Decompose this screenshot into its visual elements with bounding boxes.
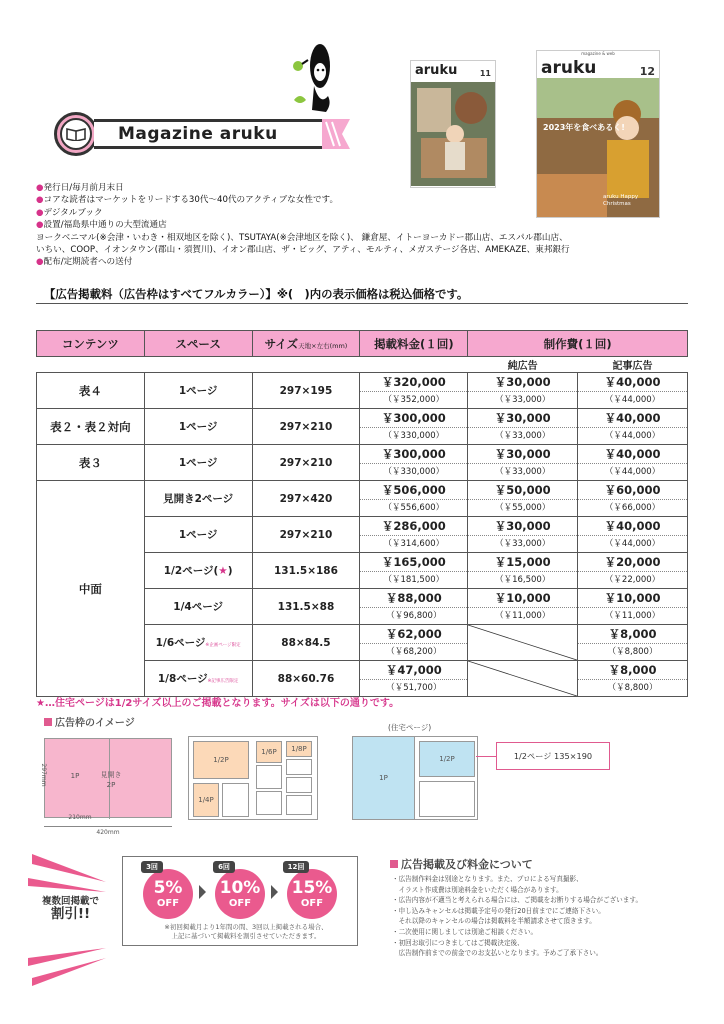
half-page-callout: 1/2ページ 135×190: [496, 742, 610, 770]
row-article: ￥20,000 （￥22,000）: [578, 553, 688, 589]
row-fee: ￥62,000 （￥68,200）: [360, 625, 468, 661]
row-size: 297×210: [252, 409, 360, 445]
row-article: ￥8,000 （￥8,800）: [578, 661, 688, 697]
title-circle: [54, 112, 98, 156]
table-subheader-row: [37, 357, 688, 373]
housing-1p: 1P: [353, 737, 415, 819]
spread-1p: 1P: [70, 772, 80, 780]
header-contents: コンテンツ: [37, 331, 145, 357]
page-title: Magazine aruku: [118, 124, 278, 144]
table-row: [37, 373, 688, 409]
cover-christmas: aruku Happy Christmas: [603, 194, 639, 207]
terms-line: ・広告内容が不適当と考えられる場合には、ご掲載をお断りする場合がございます。: [392, 896, 643, 905]
row-space: 1/2ページ(★): [144, 553, 252, 589]
star-icon: ★: [218, 565, 228, 577]
row-pure-na: [468, 625, 578, 661]
info-line: ヨークベニマル(※会津・いわき・相双地区を除く)、TSUTAYA(※会津地区を除く)、 鎌倉屋、イトーヨーカドー郡山店、エスパル郡山店、: [36, 232, 568, 243]
terms-line: ・申し込みキャンセルは掲載予定号の発行20日前までにご連絡下さい。: [392, 906, 605, 915]
row-article: ￥8,000 （￥8,800）: [578, 625, 688, 661]
title-bar: [94, 119, 322, 149]
discount-note: ※初回掲載月より1年間の間、3回以上掲載される場合、 上記に基づいて掲載料を割引させていただきます。: [164, 923, 328, 940]
row-pure: ￥30,000 （￥33,000）: [468, 409, 578, 445]
image-section-title: 広告枠のイメージ: [44, 714, 135, 729]
cover-logo: aruku: [541, 58, 597, 78]
row-pure-na: [468, 661, 578, 697]
discount-label: 複数回掲載で 割引!!: [42, 896, 100, 922]
terms-line: ・二次使用に関しましては別途ご相談ください。: [392, 927, 538, 936]
divider: [36, 303, 688, 304]
cover-logo: aruku: [415, 63, 458, 78]
cover-issue: 12: [639, 65, 655, 78]
header-production: 制作費(１回): [468, 331, 688, 357]
header-pure-ad: 純広告: [468, 357, 578, 373]
row-article: ￥60,000 （￥66,000）: [578, 481, 688, 517]
terms-list: [392, 874, 712, 959]
table-header-row: [37, 331, 688, 357]
row-pure: ￥30,000 （￥33,000）: [468, 517, 578, 553]
row-space: 1/8ページ※記事広告限定: [144, 661, 252, 697]
cover-tagline: 2023年を食べあるく!: [543, 123, 625, 132]
info-line: ●配布/定期読者への送付: [36, 257, 133, 268]
row-fee: ￥47,000 （￥51,700）: [360, 661, 468, 697]
housing-label: (住宅ページ): [388, 723, 432, 732]
square-icon: [390, 860, 398, 868]
row-contents: 表３: [37, 445, 145, 481]
header-fee: 掲載料金(１回): [360, 331, 468, 357]
info-line: ●発行日/毎月前月末日: [36, 183, 124, 193]
row-fee: ￥165,000 （￥181,500）: [360, 553, 468, 589]
discount-tag-12: 12回: [283, 861, 309, 873]
terms-line: 広告制作前までの前金でのお支払いとなります。予めご了承下さい。: [392, 949, 603, 958]
book-icon: [60, 118, 92, 150]
title-banner: [54, 112, 344, 156]
spread-2p: 見開き 2P: [100, 771, 122, 789]
housing-half: 1/2P: [419, 741, 475, 777]
row-contents: 表２・表２対向: [37, 409, 145, 445]
row-article: ￥40,000 （￥44,000）: [578, 445, 688, 481]
row-fee: ￥286,000 （￥314,600）: [360, 517, 468, 553]
terms-line: ・広告制作料金は別途となります。また、プロによる写真撮影、: [392, 875, 583, 883]
row-space: 1ページ: [144, 409, 252, 445]
row-space: 1ページ: [144, 517, 252, 553]
row-article: ￥40,000 （￥44,000）: [578, 409, 688, 445]
price-table: [36, 330, 688, 697]
row-size: 297×210: [252, 517, 360, 553]
row-space: 1/4ページ: [144, 589, 252, 625]
price-section-title: 【広告掲載料（広告枠はすべてフルカラー）】※( )内の表示価格は税込価格です。: [44, 287, 469, 301]
row-contents: 表４: [37, 373, 145, 409]
info-line: いちい、COOP、イオンタウン(郡山・須賀川)、イオン郡山店、ザ・ビッグ、アティ、モルティ、メガステージ各店、AMEKAZE、東邦銀行: [36, 245, 570, 256]
header-size: サイズ天地×左右(mm): [252, 331, 360, 357]
row-space: 1/6ページ※企画ページ限定: [144, 625, 252, 661]
terms-line: ・初回お取引につきましてはご掲載決定後、: [392, 938, 524, 947]
row-size: 131.5×88: [252, 589, 360, 625]
row-space: 1ページ: [144, 373, 252, 409]
row-fee: ￥506,000 （￥556,600）: [360, 481, 468, 517]
row-pure: ￥15,000 （￥16,500）: [468, 553, 578, 589]
row-article: ￥10,000 （￥11,000）: [578, 589, 688, 625]
info-line: ●デジタルブック: [36, 207, 103, 218]
width1-label: 210mm: [68, 813, 92, 821]
mascot-illustration: [286, 40, 344, 120]
discount-badge-15: 15% OFF: [287, 869, 337, 919]
height-label: 297mm: [40, 763, 48, 787]
grid-quarter: 1/4P: [193, 783, 219, 817]
grid-eighth: 1/8P: [286, 741, 312, 757]
info-line: ●コアな読者はマーケットをリードする30代～40代のアクティブな女性です。: [36, 195, 339, 206]
row-contents: 中面: [37, 481, 145, 697]
row-pure: ￥10,000 （￥11,000）: [468, 589, 578, 625]
cover-issue: 11: [479, 69, 491, 78]
info-list: [36, 182, 676, 269]
table-row: [37, 481, 688, 517]
info-line: ●設置/福島県中通りの大型流通店: [36, 220, 167, 231]
square-icon: [44, 718, 52, 726]
magazine-cover-small: [410, 60, 496, 188]
table-row: [37, 409, 688, 445]
row-size: 297×195: [252, 373, 360, 409]
terms-line: イラスト作成費は別途料金をいただく場合があります。: [392, 885, 563, 894]
row-article: ￥40,000 （￥44,000）: [578, 373, 688, 409]
row-pure: ￥50,000 （￥55,000）: [468, 481, 578, 517]
arrow-icon: [271, 885, 278, 899]
row-article: ￥40,000 （￥44,000）: [578, 517, 688, 553]
discount-badge-5: 5% OFF: [143, 869, 193, 919]
row-size: 131.5×186: [252, 553, 360, 589]
width2-label: 420mm: [96, 828, 120, 836]
table-row: [37, 445, 688, 481]
discount-tag-6: 6回: [213, 861, 235, 873]
row-pure: ￥30,000 （￥33,000）: [468, 373, 578, 409]
row-space: 1ページ: [144, 445, 252, 481]
row-size: 88×84.5: [252, 625, 360, 661]
row-fee: ￥300,000 （￥330,000）: [360, 409, 468, 445]
discount-tag-3: 3回: [141, 861, 163, 873]
cover-top-text: magazine & web: [581, 51, 615, 56]
row-fee: ￥88,000 （￥96,800）: [360, 589, 468, 625]
arrow-icon: [199, 885, 206, 899]
header-article-ad: 記事広告: [578, 357, 688, 373]
discount-badge-10: 10% OFF: [215, 869, 265, 919]
grid-half: 1/2P: [193, 741, 249, 779]
grid-diagram: [188, 736, 318, 820]
cover-photo: [411, 78, 496, 186]
row-fee: ￥320,000 （￥352,000）: [360, 373, 468, 409]
row-space: 見開き2ページ: [144, 481, 252, 517]
terms-line: それ以降のキャンセルの場合は掲載料を半額請求させて頂きます。: [392, 917, 596, 926]
row-fee: ￥300,000 （￥330,000）: [360, 445, 468, 481]
star-note: ★…住宅ページは1/2サイズ以上のご掲載となります。サイズは以下の通りです。: [36, 698, 400, 709]
terms-title: 広告掲載及び料金について: [390, 856, 533, 872]
row-size: 88×60.76: [252, 661, 360, 697]
housing-diagram: [352, 736, 478, 820]
row-pure: ￥30,000 （￥33,000）: [468, 445, 578, 481]
title-stripes: [322, 112, 350, 156]
grid-sixth: 1/6P: [256, 741, 282, 763]
spread-diagram: [44, 738, 172, 818]
header-space: スペース: [144, 331, 252, 357]
row-size: 297×210: [252, 445, 360, 481]
row-size: 297×420: [252, 481, 360, 517]
